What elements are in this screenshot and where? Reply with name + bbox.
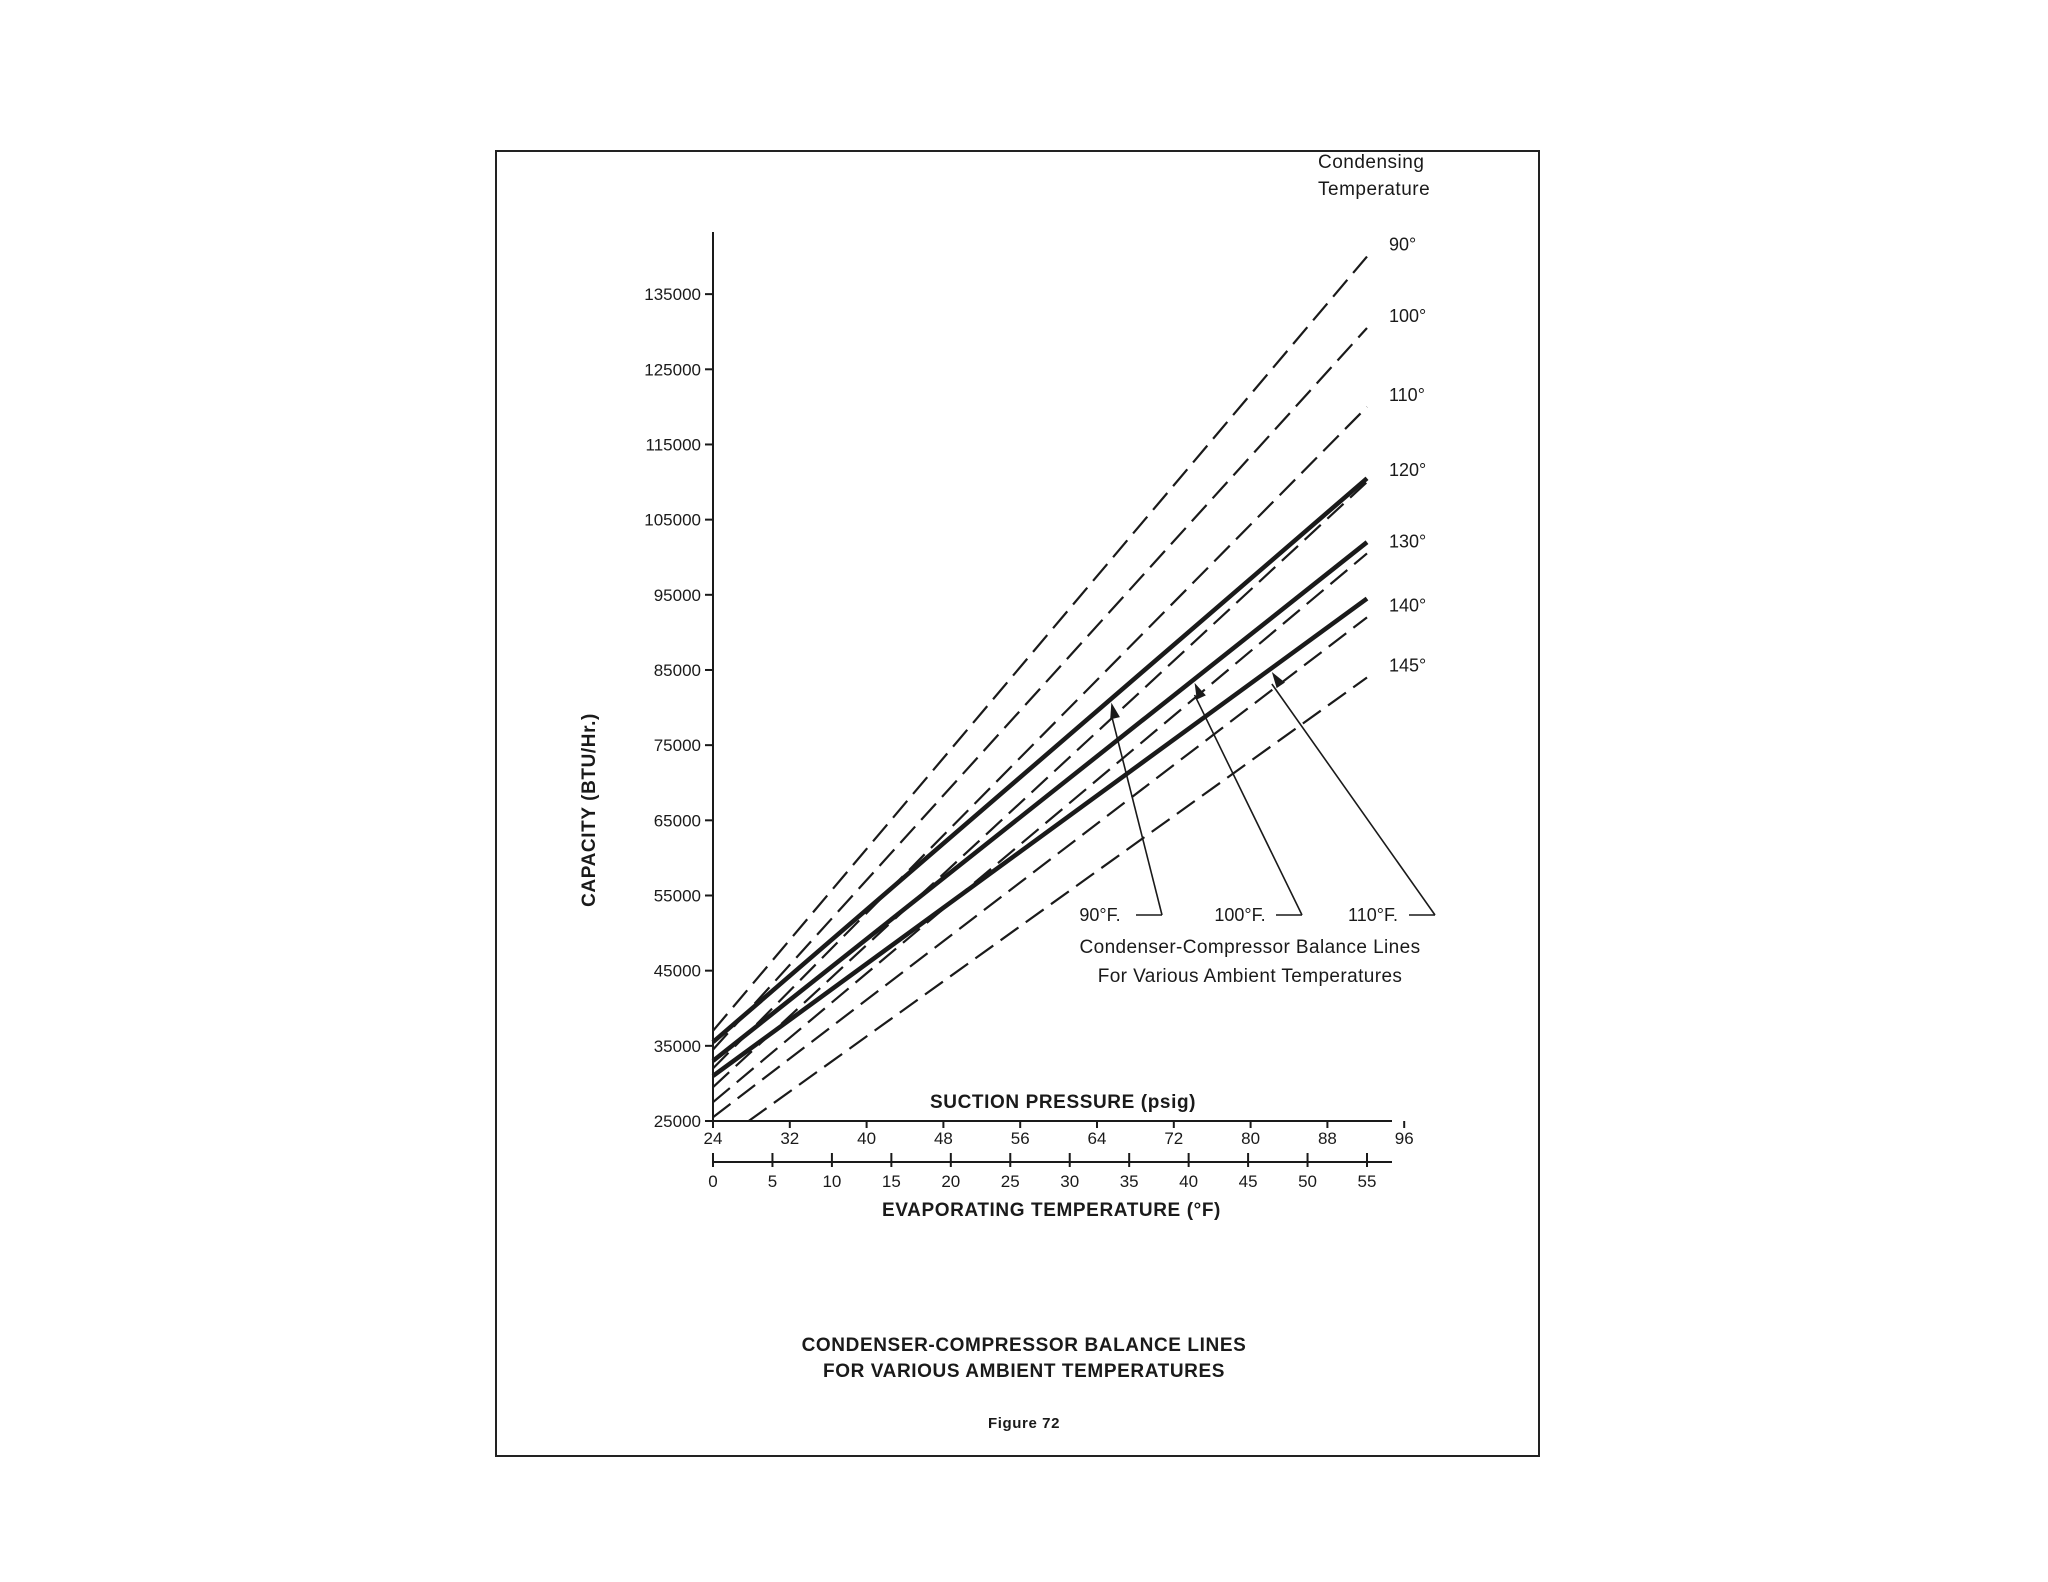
balance-line xyxy=(713,599,1367,1076)
condensing-line-label: 100° xyxy=(1389,305,1427,326)
secondary-tick-label: 88 xyxy=(1317,1129,1337,1148)
condensing-line-label: 140° xyxy=(1389,595,1427,616)
x-tick-label: 5 xyxy=(767,1172,778,1191)
x-tick-label: 15 xyxy=(881,1172,901,1191)
annotation-line2: For Various Ambient Temperatures xyxy=(1097,966,1403,987)
condensing-line-label: 145° xyxy=(1389,655,1427,676)
x-axis-title: EVAPORATING TEMPERATURE (°F) xyxy=(882,1200,1221,1221)
condensing-line xyxy=(713,482,1367,1087)
x-tick-label: 35 xyxy=(1119,1172,1139,1191)
secondary-tick-label: 48 xyxy=(933,1129,953,1148)
x-tick-label: 10 xyxy=(822,1172,842,1191)
balance-line-label: 90°F. xyxy=(1079,905,1121,925)
secondary-tick-label: 56 xyxy=(1010,1129,1030,1148)
y-tick-label: 105000 xyxy=(644,510,701,530)
y-tick-label: 65000 xyxy=(653,811,701,831)
x-tick-label: 0 xyxy=(708,1172,718,1191)
condensing-line xyxy=(713,553,1367,1102)
condensing-line-label: 120° xyxy=(1389,460,1427,481)
y-axis-title: CAPACITY (BTU/Hr.) xyxy=(579,713,600,907)
x-tick-label: 25 xyxy=(1000,1172,1020,1191)
legend-title-line2: Temperature xyxy=(1318,179,1431,200)
balance-line-label: 100°F. xyxy=(1214,905,1266,925)
secondary-tick-label: 96 xyxy=(1394,1129,1414,1148)
y-tick-label: 135000 xyxy=(644,285,701,305)
annotation-line1: Condenser-Compressor Balance Lines xyxy=(1079,937,1421,958)
leader-arrow-line xyxy=(1272,684,1435,915)
secondary-tick-label: 72 xyxy=(1164,1129,1184,1148)
y-tick-label: 75000 xyxy=(653,736,701,756)
condensing-line-label: 110° xyxy=(1389,384,1425,405)
condensing-line xyxy=(713,257,1367,1031)
caption-line2: FOR VARIOUS AMBIENT TEMPERATURES xyxy=(822,1361,1226,1382)
condensing-line-label: 90° xyxy=(1389,234,1417,255)
y-tick-label: 95000 xyxy=(653,585,701,605)
secondary-axis-title: SUCTION PRESSURE (psig) xyxy=(930,1092,1197,1113)
balance-line-label: 110°F. xyxy=(1348,905,1398,925)
secondary-tick-label: 64 xyxy=(1087,1129,1107,1148)
condensing-line xyxy=(713,617,1367,1117)
y-tick-label: 35000 xyxy=(653,1036,701,1056)
y-tick-label: 125000 xyxy=(644,360,701,380)
condensing-line-label: 130° xyxy=(1389,531,1427,552)
leader-arrow-line xyxy=(1111,715,1162,915)
y-tick-label: 85000 xyxy=(653,660,701,680)
leader-arrow-line xyxy=(1195,695,1302,915)
x-tick-label: 30 xyxy=(1060,1172,1080,1191)
y-tick-label: 115000 xyxy=(645,435,701,455)
figure-number: Figure 72 xyxy=(987,1415,1061,1432)
secondary-tick-label: 40 xyxy=(857,1129,877,1148)
caption-line1: CONDENSER-COMPRESSOR BALANCE LINES xyxy=(801,1335,1247,1356)
x-tick-label: 40 xyxy=(1179,1172,1199,1191)
secondary-tick-label: 80 xyxy=(1241,1129,1261,1148)
leader-arrowhead xyxy=(1110,703,1120,720)
y-tick-label: 45000 xyxy=(653,961,701,981)
secondary-tick-label: 32 xyxy=(780,1129,800,1148)
x-tick-label: 55 xyxy=(1357,1172,1377,1191)
legend-title-line1: Condensing xyxy=(1318,152,1425,173)
y-tick-label: 55000 xyxy=(653,886,701,906)
secondary-tick-label: 24 xyxy=(703,1129,723,1148)
y-tick-label: 25000 xyxy=(653,1112,701,1131)
x-tick-label: 50 xyxy=(1298,1172,1318,1191)
x-tick-label: 45 xyxy=(1238,1172,1258,1191)
x-tick-label: 20 xyxy=(941,1172,961,1191)
